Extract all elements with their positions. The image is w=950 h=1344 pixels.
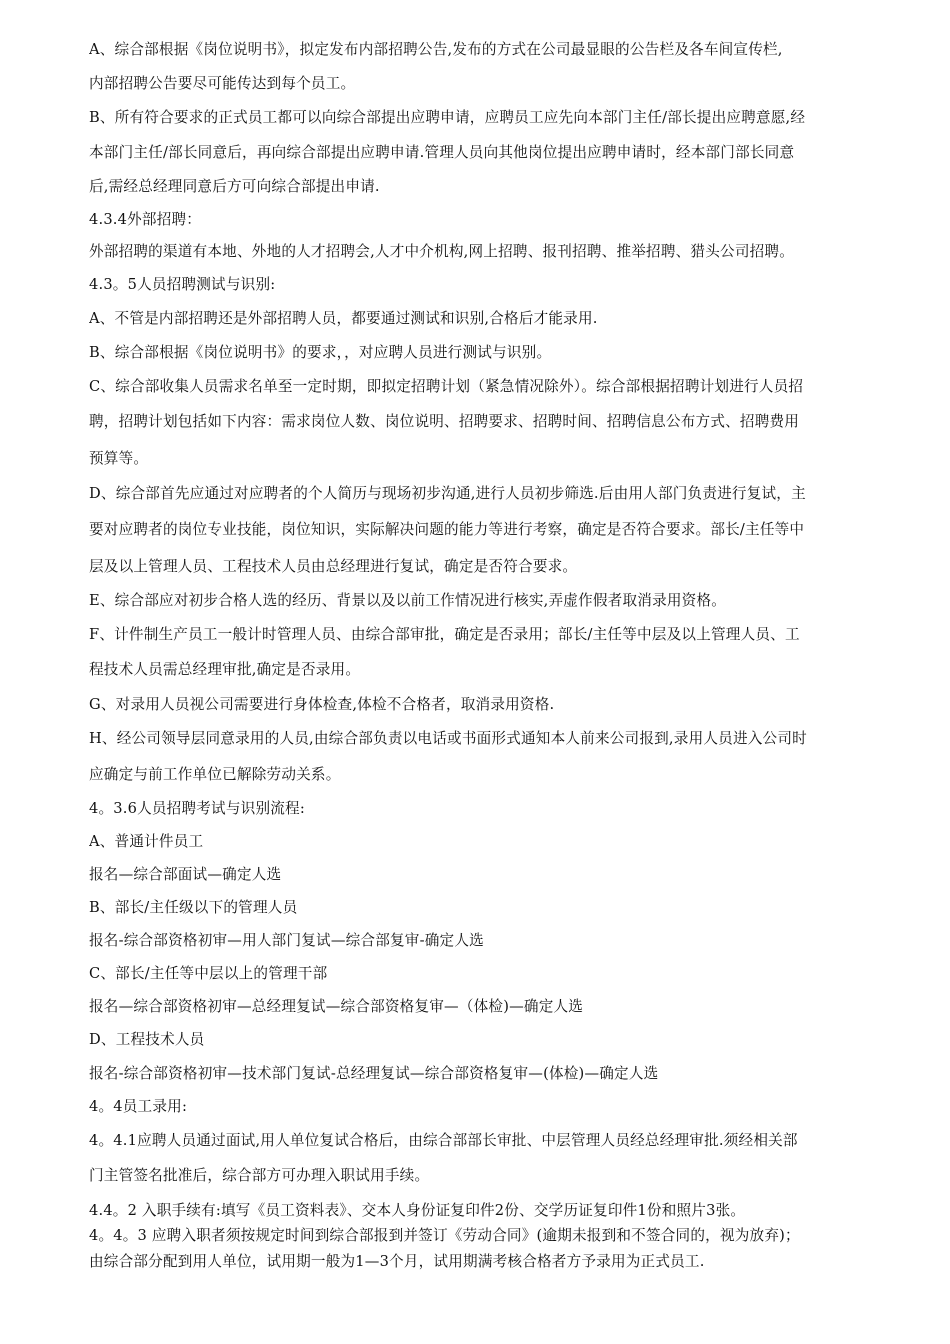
text-line: 外部招聘的渠道有本地、外地的人才招聘会,人才中介机构,网上招聘、报刊招聘、推举招聘、猎头公司招聘。 bbox=[89, 243, 794, 260]
text-line: 4。4。3 应聘入职者须按规定时间到综合部报到并签订《劳动合同》(逾期未报到和不签合同的，视为放弃)； bbox=[89, 1227, 800, 1244]
text-line: 内部招聘公告要尽可能传达到每个员工。 bbox=[89, 75, 356, 92]
text-line: E、综合部应对初步合格人选的经历、背景以及以前工作情况进行核实,弄虚作假者取消录用资格。 bbox=[89, 592, 727, 609]
text-line: G、对录用人员视公司需要进行身体检查,体检不合格者，取消录用资格. bbox=[89, 696, 555, 713]
text-line: F、计件制生产员工一般计时管理人员、由综合部审批，确定是否录用；部长/主任等中层及以上管理人员、工 bbox=[89, 626, 800, 643]
text-line: 报名-综合部资格初审—用人部门复试—综合部复审-确定人选 bbox=[89, 932, 484, 949]
text-line: 聘，招聘计划包括如下内容：需求岗位人数、岗位说明、招聘要求、招聘时间、招聘信息公布方式、招聘费用 bbox=[89, 413, 800, 430]
text-line: 层及以上管理人员、工程技术人员由总经理进行复试，确定是否符合要求。 bbox=[89, 558, 578, 575]
text-line: 报名—综合部面试—确定人选 bbox=[89, 866, 282, 883]
text-line: B、部长/主任级以下的管理人员 bbox=[89, 899, 298, 916]
text-line: H、经公司领导层同意录用的人员,由综合部负责以电话或书面形式通知本人前来公司报到,录用人员进入公司时 bbox=[89, 730, 807, 747]
text-line: 报名—综合部资格初审—总经理复试—综合部资格复审—（体检)—确定人选 bbox=[89, 998, 584, 1015]
text-line: D、综合部首先应通过对应聘者的个人简历与现场初步沟通,进行人员初步筛选.后由用人部门负责进行复试，主 bbox=[89, 485, 806, 502]
text-line: 门主管签名批准后，综合部方可办理入职试用手续。 bbox=[89, 1167, 430, 1184]
text-line: 本部门主任/部长同意后，再向综合部提出应聘申请.管理人员向其他岗位提出应聘申请时，经本部门部长同意 bbox=[89, 144, 795, 161]
text-line: D、工程技术人员 bbox=[89, 1031, 205, 1048]
section-heading: 4.3。5人员招聘测试与识别: bbox=[89, 276, 276, 293]
text-line: C、部长/主任等中层以上的管理干部 bbox=[89, 965, 328, 982]
section-heading: 4。3.6人员招聘考试与识别流程: bbox=[89, 800, 305, 817]
text-line: 由综合部分配到用人单位，试用期一般为1—3个月，试用期满考核合格者方予录用为正式员工. bbox=[89, 1253, 705, 1270]
text-line: A、不管是内部招聘还是外部招聘人员，都要通过测试和识别,合格后才能录用. bbox=[89, 310, 598, 327]
section-heading: 4.3.4外部招聘： bbox=[89, 211, 202, 228]
text-line: 要对应聘者的岗位专业技能，岗位知识，实际解决问题的能力等进行考察，确定是否符合要求。部长/主任等中 bbox=[89, 521, 805, 538]
text-line: 应确定与前工作单位已解除劳动关系。 bbox=[89, 766, 341, 783]
text-line: A、综合部根据《岗位说明书》，拟定发布内部招聘公告,发布的方式在公司最显眼的公告栏及各车间宣传栏, bbox=[89, 41, 783, 58]
text-line: B、所有符合要求的正式员工都可以向综合部提出应聘申请，应聘员工应先向本部门主任/部长提出应聘意愿,经 bbox=[89, 109, 806, 126]
text-line: A、普通计件员工 bbox=[89, 833, 204, 850]
text-line: 程技术人员需总经理审批,确定是否录用。 bbox=[89, 661, 361, 678]
text-line: B、综合部根据《岗位说明书》的要求，，对应聘人员进行测试与识别。 bbox=[89, 344, 552, 361]
text-line: 报名-综合部资格初审—技术部门复试-总经理复试—综合部资格复审—(体检)—确定人选 bbox=[89, 1065, 659, 1082]
text-line: 预算等。 bbox=[89, 450, 149, 467]
text-line: 4。4.1应聘人员通过面试,用人单位复试合格后，由综合部部长审批、中层管理人员经总经理审批.须经相关部 bbox=[89, 1132, 798, 1149]
text-line: 后,需经总经理同意后方可向综合部提出申请. bbox=[89, 178, 380, 195]
text-line: C、综合部收集人员需求名单至一定时期，即拟定招聘计划（紧急情况除外）。综合部根据招聘计划进行人员招 bbox=[89, 378, 804, 395]
text-line: 4.4。2 入职手续有:填写《员工资料表》、交本人身份证复印件2份、交学历证复印件1份和照片3张。 bbox=[89, 1202, 746, 1219]
section-heading: 4。4员工录用: bbox=[89, 1098, 188, 1115]
